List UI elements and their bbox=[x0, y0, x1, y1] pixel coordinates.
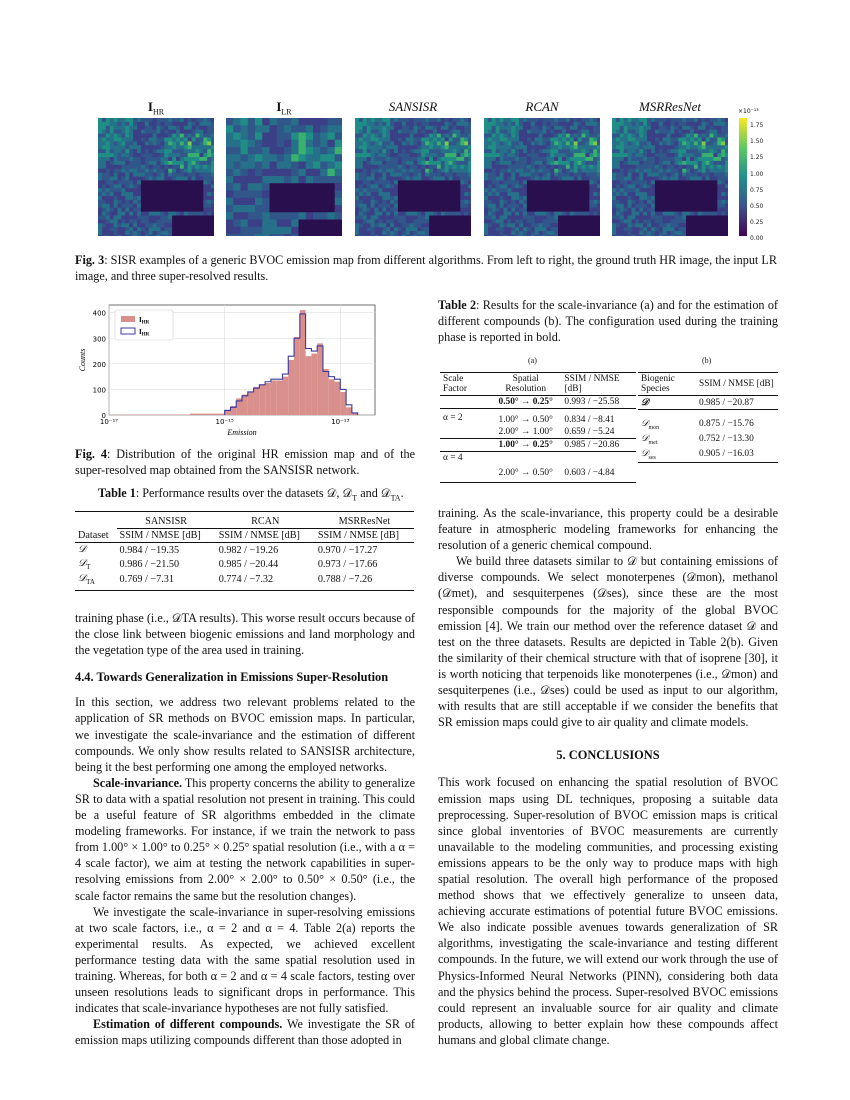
t1-metric: SSIM / NMSE [dB] bbox=[218, 530, 300, 541]
legend-label-outline: $I_{HR}$ bbox=[139, 328, 150, 338]
colorbar-tick-label: 0.50 bbox=[750, 203, 764, 210]
fig4-caption: Fig. 4: Distribution of the original HR emission map and of the super-resolved map obtained from the SANSISR network. bbox=[75, 447, 415, 477]
table-row: 𝒟 0.985 / −20.87 bbox=[638, 396, 778, 410]
t1-metric: SSIM / NMSE [dB] bbox=[317, 530, 400, 541]
panel-title-hr: $I_{HR}$ bbox=[147, 99, 165, 117]
table-row: 0.50° → 0.25° 0.993 / −25.58 bbox=[440, 396, 636, 409]
right-p3: This work focused on enhancing the spatial resolution of BVOC emission maps using DL techniques, proposing a suitable data preprocessing. Super-resolution of BVOC emission maps is critical since global inventories of BVOC measurements are currently unavailable to the modeling communities, and processing existing emissions appears to be the only way to produce maps with high spatial resolution. The overall high performance of the proposed method shows that we effectively generalize to unseen data, achieving accurate estimations of potential future BVOC emissions. We also indicate possible avenues towards generalization of SR algorithms, investigating the scale-invariance and testing different compounds. In the future, we will extend our work through the use of Physics-Informed Neural Networks (PINN), considering both data and the physics behind the process. Super-resolved BVOC emissions could represent an invaluable source for air quality and climate products, allowing to better explain how these compounds affect humans and global climate change. bbox=[438, 775, 778, 1047]
hist-bar-hr bbox=[254, 387, 260, 415]
hist-bar-hr bbox=[294, 337, 300, 415]
left-p1: training phase (i.e., 𝒟TA results). This worse result occurs because of the close link between biogenic emissions and land morphology and the vegetation type of the area used in training. bbox=[75, 611, 415, 658]
table-row: 2.00° → 1.00° 0.659 / −5.24 bbox=[440, 426, 636, 439]
table2a bbox=[440, 372, 636, 483]
t2b-h-metric: SSIM / NMSE [dB] bbox=[699, 379, 774, 389]
left-column-text bbox=[75, 610, 415, 1048]
panel-title-rcan: RCAN bbox=[525, 99, 559, 114]
table-row: 𝒟 0.984 / −19.35 0.982 / −19.26 0.970 / −17.27 bbox=[78, 544, 378, 556]
hist-bar-hr bbox=[323, 369, 329, 415]
left-p3: This property concerns the ability to generalize SR to data with a spatial resolution not present in training. This could be a useful feature of SR algorithms embedded in the climate modeling frameworks. For instance, if we train the network to pass from 1.00° × 1.00° to 0.25° × 0.25° spatial resolution (i.e., with a α = 4 scale factor), we aim at testing the network capabilities in super-resolving emissions from 2.00° × 2.00° to 0.50° × 0.50° (i.e., the scale factor remains the same but the resolution changes). bbox=[75, 775, 415, 903]
hist-bar-hr bbox=[329, 379, 335, 415]
table2a-label: (a) bbox=[528, 356, 537, 365]
x-tick-label: 10⁻¹³ bbox=[331, 418, 350, 426]
hist-bar-hr bbox=[306, 356, 312, 415]
hist-bar-tail bbox=[196, 414, 202, 415]
right-column-text bbox=[438, 505, 778, 1048]
hist-bar-hr bbox=[242, 395, 248, 415]
panel-title-sansisr: SANSISR bbox=[388, 99, 438, 114]
fig3-caption: Fig. 3: SISR examples of a generic BVOC emission map from different algorithms. From left to right, the ground truth HR image, the input LR image, and three super-resolved results. bbox=[75, 253, 777, 283]
colorbar-tick-label: 1.00 bbox=[750, 170, 764, 178]
t1-metric: SSIM / NMSE [dB] bbox=[119, 530, 201, 541]
table1-caption: Table 1: Performance results over the datasets 𝒟, 𝒟$_T$ and 𝒟$_{TA}$. bbox=[98, 486, 404, 503]
hist-bar-hr bbox=[288, 360, 294, 415]
map-lr bbox=[226, 118, 342, 236]
colorbar-tick-label: 0.25 bbox=[750, 219, 764, 227]
histogram-svg bbox=[75, 297, 415, 437]
table-row: 2.00° → 0.50° 0.603 / −4.84 bbox=[440, 464, 636, 483]
conclusions-heading: 5. CONCLUSIONS bbox=[556, 748, 660, 763]
right-p1: training. As the scale-invariance, this property could be a desirable feature in atmospheric modeling frameworks for enhancing the resolution of a generic chemical compound. bbox=[438, 506, 778, 553]
panel-title-lr: $I_{LR}$ bbox=[276, 99, 292, 117]
hist-bar-hr bbox=[311, 354, 317, 415]
table2-caption: Table 2: Results for the scale-invariance (a) and for the estimation of different compounds (b). The configuration used during the training phase is reported in bold. bbox=[438, 298, 778, 344]
table2b bbox=[638, 372, 778, 463]
x-tick-label: 10⁻¹⁵ bbox=[215, 418, 234, 426]
colorbar-tick-label: 1.75 bbox=[750, 122, 764, 129]
t2a-h-metric: SSIM / NMSE [dB] bbox=[564, 374, 620, 394]
x-tick-label: 10⁻¹⁷ bbox=[99, 418, 119, 426]
left-p2: In this section, we address two relevant problems related to the application of SR methods on BVOC emission maps. In particular, we investigate the scale-invariance and the estimation of different compounds. We only show results related to SANSISR architecture, being it the best performing one among the employed networks. bbox=[75, 695, 415, 774]
t2a-h-factor: Scale Factor bbox=[443, 374, 467, 394]
hist-bar-hr bbox=[317, 343, 323, 415]
table-row: α = 4 bbox=[443, 453, 463, 463]
hist-bar-hr bbox=[259, 384, 265, 415]
panel-title-msrresnet: MSRResNet bbox=[638, 99, 702, 114]
hist-bar-hr bbox=[265, 383, 271, 415]
colorbar-tick-label: 1.25 bbox=[750, 154, 764, 162]
compounds-lead: Estimation of different compounds. bbox=[93, 1017, 283, 1032]
colorbar-tick-label: 0.00 bbox=[750, 235, 764, 243]
table-row: 1.00° → 0.25° 0.985 / −20.86 bbox=[440, 439, 636, 452]
hist-bar-tail bbox=[190, 414, 196, 415]
y-axis-label: Counts bbox=[78, 348, 87, 372]
hist-bar-tail bbox=[219, 414, 225, 415]
colorbar bbox=[739, 118, 747, 236]
y-tick-label: 0 bbox=[101, 412, 106, 420]
hist-bar-tail bbox=[213, 414, 219, 415]
table-row: 𝒟$_{met}$ 0.752 / −13.30 bbox=[641, 433, 754, 446]
hist-bar-tail bbox=[207, 414, 213, 415]
fig4-histogram bbox=[75, 297, 415, 437]
y-tick-label: 400 bbox=[92, 309, 106, 318]
table1 bbox=[75, 511, 414, 591]
t1-group-rcan: RCAN bbox=[216, 512, 315, 529]
t2b-h-species: Biogenic Species bbox=[641, 374, 675, 394]
y-tick-label: 100 bbox=[92, 386, 106, 395]
hist-bar-hr bbox=[352, 413, 358, 415]
table-row: 𝒟$_{ses}$ 0.905 / −16.03 bbox=[638, 447, 778, 462]
left-p5: We investigate the SR of emission maps utilizing compounds different than those adopted in bbox=[75, 1017, 415, 1048]
left-p4: We investigate the scale-invariance in super-resolving emissions at two scale factors, i.e., α = 2 and α = 4. Table 2(a) reports the experimental results. As expected, we achieved excellent performance testing data with the same spatial resolution used in training. Whereas, for both α = 2 and α = 4 scale factors, testing over unseen resolutions leads to significant drops in performance. This indicates that scale-invariance hypotheses are not fully satisfied. bbox=[75, 904, 415, 1016]
hist-bar-hr bbox=[248, 392, 254, 415]
scale-invariance-lead: Scale-invariance. bbox=[93, 775, 183, 790]
table-row: 𝒟$_T$ 0.986 / −21.50 0.985 / −20.44 0.973 / −17.66 bbox=[78, 558, 378, 572]
hist-bar-hr bbox=[271, 380, 277, 415]
legend-swatch-filled bbox=[121, 316, 135, 322]
legend-label-filled: $I_{HR}$ bbox=[139, 316, 150, 326]
table2b-label: (b) bbox=[702, 356, 712, 365]
table-row: 𝒟$_{TA}$ 0.769 / −7.31 0.774 / −7.32 0.788 / −7.26 bbox=[75, 572, 414, 591]
t1-col-dataset: Dataset bbox=[78, 529, 109, 541]
y-tick-label: 300 bbox=[92, 335, 106, 344]
hist-bar-tail bbox=[202, 414, 208, 415]
section-4-4-heading: 4.4. Towards Generalization in Emissions Super-Resolution bbox=[75, 670, 389, 685]
colorbar-tick-label: 0.75 bbox=[750, 186, 764, 194]
colorbar-tick-label: 1.50 bbox=[750, 138, 764, 146]
x-axis-label: Emission bbox=[227, 428, 257, 437]
hist-bar-hr bbox=[282, 377, 288, 415]
colorbar-exponent: ×10⁻¹³ bbox=[738, 108, 759, 115]
hist-bar-hr bbox=[335, 382, 341, 415]
t1-group-msrresnet: MSRResNet bbox=[315, 512, 414, 529]
map-hr bbox=[98, 118, 214, 236]
t1-group-sansisr: SANSISR bbox=[117, 512, 216, 529]
hist-bar-hr bbox=[340, 392, 346, 415]
y-tick-label: 200 bbox=[92, 360, 106, 369]
table-row: α = 2 1.00° → 0.50° 0.834 / −8.41 bbox=[443, 412, 615, 425]
hist-bar-hr bbox=[346, 407, 352, 415]
right-p2: We build three datasets similar to 𝒟 but containing emissions of diverse compounds. We select monoterpenes (𝒟mon), methanol (𝒟met), and sesquiterpenes (𝒟ses), since these are the most responsible compounds for the majority of the global BVOC emission [4]. We train our method over the reference dataset 𝒟 and test on the three datasets. Results are depicted in Table 2(b). Given the similarity of their chemical structure with that of isoprene [30], it is worth noticing that terpenoids like monoterpenes (i.e., 𝒟mon) and sesquiterpenes (i.e., 𝒟ses) could be used as input to our algorithm, with results that are still acceptable if we consider the benefits that SR emission maps could give to air quality and climate models. bbox=[438, 554, 778, 730]
t2a-h-res: Spatial Resolution bbox=[505, 374, 547, 394]
hist-bar-hr bbox=[300, 310, 306, 415]
hist-bar-hr bbox=[277, 380, 283, 415]
map-msrresnet bbox=[612, 118, 728, 236]
map-sansisr bbox=[355, 118, 471, 236]
table-row: 𝒟$_{mon}$ 0.875 / −15.76 bbox=[641, 419, 754, 431]
map-rcan bbox=[484, 118, 600, 236]
